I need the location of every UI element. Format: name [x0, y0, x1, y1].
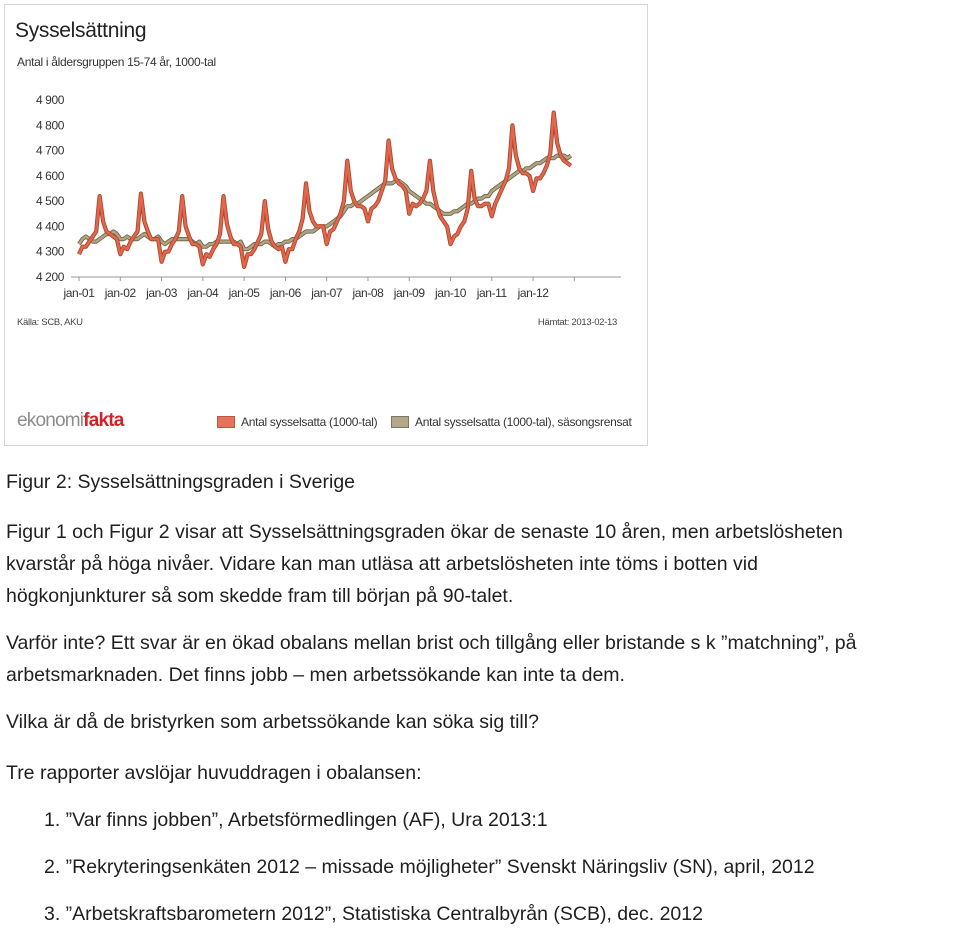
x-tick-label: jan-02 [104, 286, 136, 300]
list-item: 2. ”Rekryteringsenkäten 2012 – missade möjligheter” Svenskt Näringsliv (SN), april, 2012 [44, 856, 815, 878]
legend-swatch-seasonal [391, 416, 409, 428]
logo-part2: fakta [83, 410, 124, 431]
legend-label-actual: Antal sysselsatta (1000-tal) [241, 415, 378, 429]
chart-source: Källa: SCB, AKU [17, 317, 83, 328]
y-tick-label: 4 600 [35, 168, 64, 183]
legend-item-actual [217, 415, 377, 429]
paragraph-4: Tre rapporter avslöjar huvuddragen i obalansen: [6, 762, 422, 784]
y-tick-label: 4 900 [35, 93, 64, 107]
x-tick-label: jan-03 [146, 286, 178, 300]
x-tick-label: jan-01 [63, 286, 95, 300]
list-item: 1. ”Var finns jobben”, Arbetsförmedlingen (AF), Ura 2013:1 [44, 809, 548, 831]
paragraph-1-line-2: kvarstår på höga nivåer. Vidare kan man utläsa att arbetslösheten inte töms i botten vid [6, 553, 758, 575]
y-tick-label: 4 400 [35, 219, 64, 234]
chart-title: Sysselsättning [15, 19, 147, 42]
series-line-outline [79, 113, 571, 267]
list-item: 3. ”Arbetskraftsbarometern 2012”, Statistiska Centralbyrån (SCB), dec. 2012 [44, 903, 703, 925]
paragraph-2-line-1: Varför inte? Ett svar är en ökad obalans mellan brist och tillgång eller bristande s k ”matchning”, på [6, 632, 857, 654]
legend-item-seasonal [391, 415, 632, 429]
chart-panel [4, 4, 648, 446]
paragraph-3: Vilka är då de bristyrken som arbetssökande kan söka sig till? [6, 711, 539, 733]
y-tick-label: 4 300 [35, 244, 64, 259]
x-tick-label: jan-10 [435, 286, 467, 300]
x-tick-label: jan-11 [476, 286, 507, 300]
chart-subtitle: Antal i åldersgruppen 15-74 år, 1000-tal [17, 55, 216, 69]
legend-swatch-actual [217, 416, 235, 428]
x-tick-label: jan-06 [269, 286, 301, 300]
y-tick-label: 4 800 [35, 118, 64, 133]
paragraph-1-line-3: högkonjunkturer så som skedde fram till början på 90-talet. [6, 585, 514, 607]
y-tick-label: 4 200 [35, 270, 64, 284]
x-tick-label: jan-12 [517, 286, 549, 300]
chart-fetched-date: Hämtat: 2013-02-13 [537, 317, 617, 328]
ekonomifakta-logo [17, 410, 124, 432]
figure-heading: Figur 2: Sysselsättningsgraden i Sverige [6, 471, 356, 493]
x-tick-label: jan-09 [393, 286, 425, 300]
x-tick-label: jan-04 [187, 286, 219, 300]
x-tick-label: jan-05 [228, 286, 260, 300]
paragraph-2-line-2: arbetsmarknaden. Det finns jobb – men arbetssökande kan inte ta dem. [6, 664, 625, 686]
paragraph-1-line-1: Figur 1 och Figur 2 visar att Sysselsättningsgraden ökar de senaste 10 åren, men arbetslösheten [6, 521, 843, 543]
x-tick-label: jan-07 [311, 286, 343, 300]
line-chart [5, 5, 649, 447]
y-tick-label: 4 500 [35, 194, 64, 209]
logo-part1: ekonomi [17, 410, 84, 431]
y-tick-label: 4 700 [35, 143, 64, 158]
x-tick-label: jan-08 [352, 286, 384, 300]
legend-label-seasonal: Antal sysselsatta (1000-tal), säsongsrensat [415, 415, 632, 429]
